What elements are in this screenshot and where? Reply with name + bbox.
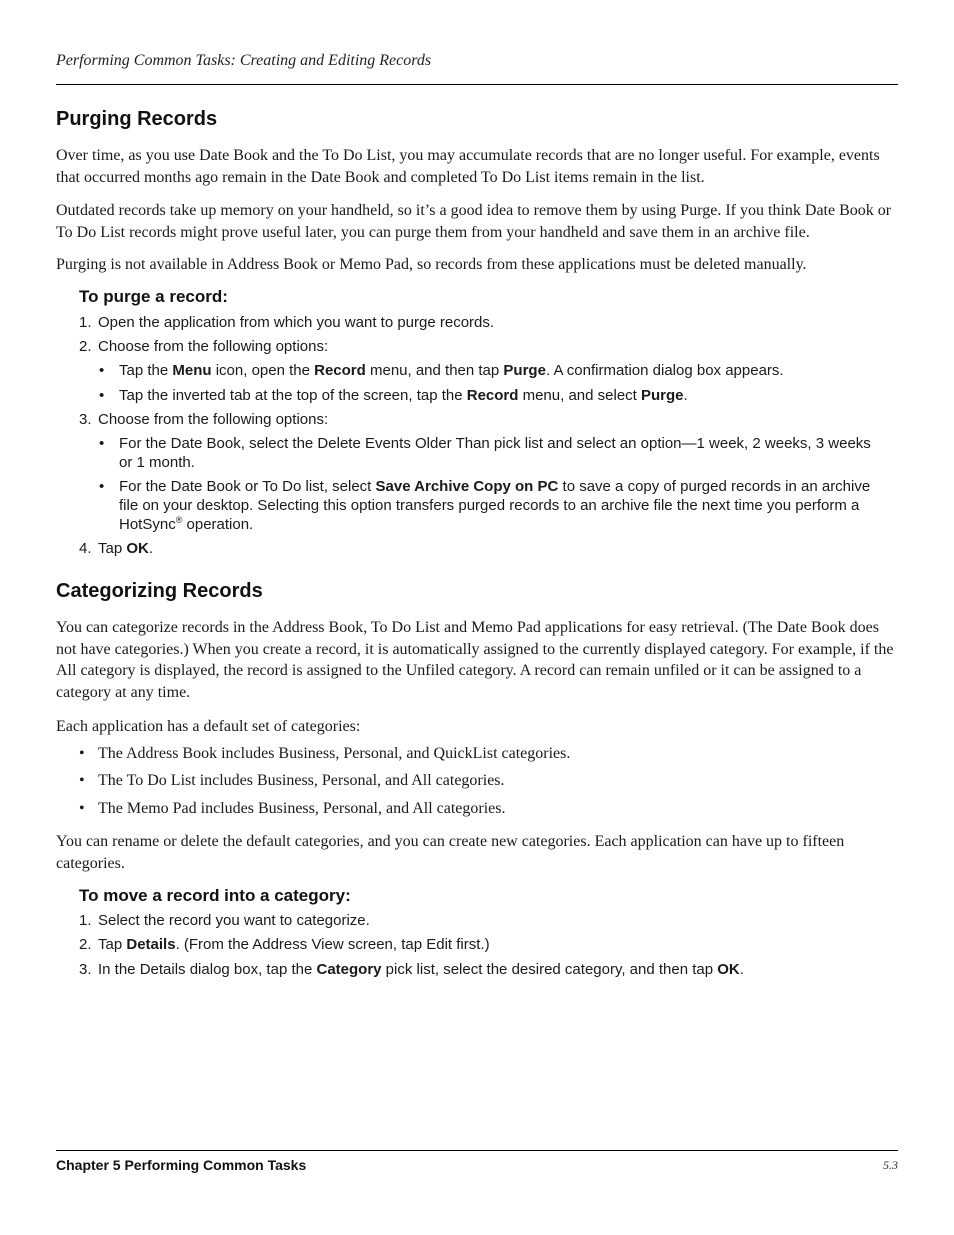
step-text: Select the record you want to categorize.: [98, 912, 370, 929]
step-text: Tap: [98, 540, 127, 557]
bullet-text: The Address Book includes Business, Personal, and QuickList categories.: [98, 745, 571, 762]
footer-chapter-title: Chapter 5 Performing Common Tasks: [56, 1157, 307, 1173]
option-text: Tap the inverted tab at the top of the screen, tap the: [119, 387, 467, 404]
step-text: Tap: [98, 936, 127, 953]
option-text: Tap the: [119, 362, 173, 379]
step-text: Open the application from which you want to purge records.: [98, 314, 495, 331]
bullet-icon: •: [99, 387, 105, 404]
step-text: Choose from the following options:: [98, 411, 329, 428]
purging-paragraph-2: Outdated records take up memory on your handheld, so it’s a good idea to remove them by using Purge. If you think Date Book or To Do List records might prove useful later, you can purge them from your handheld and save them in an archive file.: [56, 202, 892, 241]
procedure-title-purge: To purge a record:: [79, 287, 228, 306]
ok-term: OK: [717, 961, 740, 978]
option-text: For the Date Book, select the Delete Events Older Than pick list and select an option—1 week, 2 weeks, 3 weeks or 1 month.: [119, 435, 871, 471]
category-bullet-address-book: [79, 743, 898, 764]
purging-paragraph-1: Over time, as you use Date Book and the To Do List, you may accumulate records that are no longer useful. For example, events that occurred months ago remain in the Date Book and completed To Do List items remain in the list.: [56, 147, 880, 186]
step-number: 2.: [79, 936, 92, 953]
step-number: 3.: [79, 411, 92, 428]
bullet-icon: •: [79, 772, 85, 789]
purge-step-2: [79, 337, 879, 356]
step-number: 1.: [79, 314, 92, 331]
footer-page-number: 5.3: [883, 1158, 898, 1172]
categorizing-paragraph-3: You can rename or delete the default categories, and you can create new categories. Each application can have up to fifteen categories.: [56, 833, 845, 872]
menu-term: Menu: [172, 362, 212, 379]
step-number: 4.: [79, 540, 92, 557]
purge-step-3-option-1: [99, 434, 879, 472]
ok-term: OK: [126, 540, 149, 557]
step-number: 1.: [79, 912, 92, 929]
bullet-icon: •: [99, 478, 105, 495]
procedure-title-move-record: To move a record into a category:: [79, 886, 351, 905]
header-rule: [56, 84, 898, 85]
purge-step-3: [79, 410, 879, 429]
bullet-icon: •: [99, 435, 105, 452]
step-text: Choose from the following options:: [98, 338, 329, 355]
option-text: For the Date Book or To Do list, select: [119, 478, 376, 495]
bullet-icon: •: [99, 362, 105, 379]
purging-paragraph-3: Purging is not available in Address Book or Memo Pad, so records from these applications must be deleted manually.: [56, 256, 807, 273]
purge-term: Purge: [641, 387, 684, 404]
bullet-text: The Memo Pad includes Business, Personal, and All categories.: [98, 800, 506, 817]
option-text: to save a copy of purged records in an archive file on your desktop. Selecting this option transfers purged records to an archive file the next time you perform a HotSync: [119, 478, 871, 533]
heading-categorizing-records: Categorizing Records: [56, 580, 263, 602]
category-bullet-to-do-list: [79, 770, 898, 791]
option-text: .: [683, 387, 688, 404]
categorizing-paragraph-2: Each application has a default set of categories:: [56, 718, 361, 735]
running-header: Performing Common Tasks: Creating and Editing Records: [56, 52, 432, 69]
footer-rule: [56, 1150, 898, 1151]
step-text: . (From the Address View screen, tap Edit first.): [175, 936, 490, 953]
categorizing-paragraph-1: You can categorize records in the Address Book, To Do List and Memo Pad applications for easy retrieval. (The Date Book does not have categories.) When you create a record, it is automatically assigned to the currently displayed category. For example, if the All category is displayed, the record is assigned to the Unfiled category. A record can remain unfiled or it can be assigned to a category at any time.: [56, 619, 894, 701]
purge-step-4: [79, 539, 879, 558]
details-term: Details: [126, 936, 176, 953]
record-term: Record: [466, 387, 519, 404]
purge-step-3-option-2: [99, 477, 879, 534]
record-term: Record: [314, 362, 366, 379]
registered-mark: ®: [175, 515, 183, 525]
step-text: .: [739, 961, 744, 978]
heading-purging-records: Purging Records: [56, 108, 218, 130]
category-bullet-memo-pad: [79, 798, 898, 819]
purge-step-2-option-2: [99, 386, 879, 405]
bullet-text: The To Do List includes Business, Personal, and All categories.: [98, 772, 505, 789]
category-term: Category: [316, 961, 382, 978]
step-number: 2.: [79, 338, 92, 355]
option-text: menu, and then tap: [365, 362, 504, 379]
option-text: menu, and select: [518, 387, 641, 404]
bullet-icon: •: [79, 800, 85, 817]
category-step-3: [79, 960, 879, 979]
category-step-2: [79, 935, 879, 954]
bullet-icon: •: [79, 745, 85, 762]
step-text: In the Details dialog box, tap the: [98, 961, 317, 978]
step-text: pick list, select the desired category, and then tap: [381, 961, 718, 978]
category-step-1: [79, 911, 879, 930]
option-text: operation.: [182, 516, 254, 533]
step-number: 3.: [79, 961, 92, 978]
purge-step-2-option-1: [99, 361, 879, 380]
purge-step-1: [79, 313, 879, 332]
purge-term: Purge: [503, 362, 546, 379]
save-archive-term: Save Archive Copy on PC: [375, 478, 559, 495]
option-text: icon, open the: [211, 362, 315, 379]
option-text: . A confirmation dialog box appears.: [545, 362, 784, 379]
step-text: .: [148, 540, 154, 557]
